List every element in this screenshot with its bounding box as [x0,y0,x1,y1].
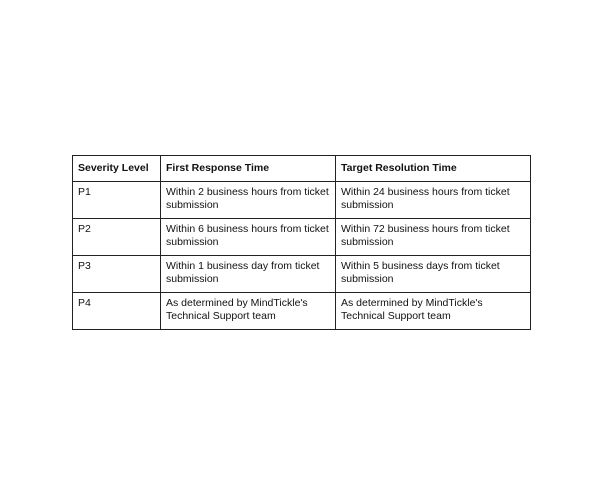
severity-cell: P3 [73,256,161,293]
table-row [73,219,531,256]
target-resolution-cell: Within 5 business days from ticket submission [336,256,531,293]
severity-cell: P4 [73,293,161,330]
first-response-cell: As determined by MindTickle's Technical Support team [161,293,336,330]
header-row [73,156,531,182]
severity-sla-table [72,155,531,330]
first-response-cell: Within 6 business hours from ticket submission [161,219,336,256]
target-resolution-cell: Within 72 business hours from ticket submission [336,219,531,256]
header-first-response-time: First Response Time [161,156,336,182]
severity-cell: P1 [73,182,161,219]
table-row [73,256,531,293]
first-response-cell: Within 2 business hours from ticket submission [161,182,336,219]
table-row [73,293,531,330]
table-row [73,182,531,219]
target-resolution-cell: As determined by MindTickle's Technical Support team [336,293,531,330]
severity-cell: P2 [73,219,161,256]
header-target-resolution-time: Target Resolution Time [336,156,531,182]
target-resolution-cell: Within 24 business hours from ticket submission [336,182,531,219]
header-severity-level: Severity Level [73,156,161,182]
first-response-cell: Within 1 business day from ticket submission [161,256,336,293]
